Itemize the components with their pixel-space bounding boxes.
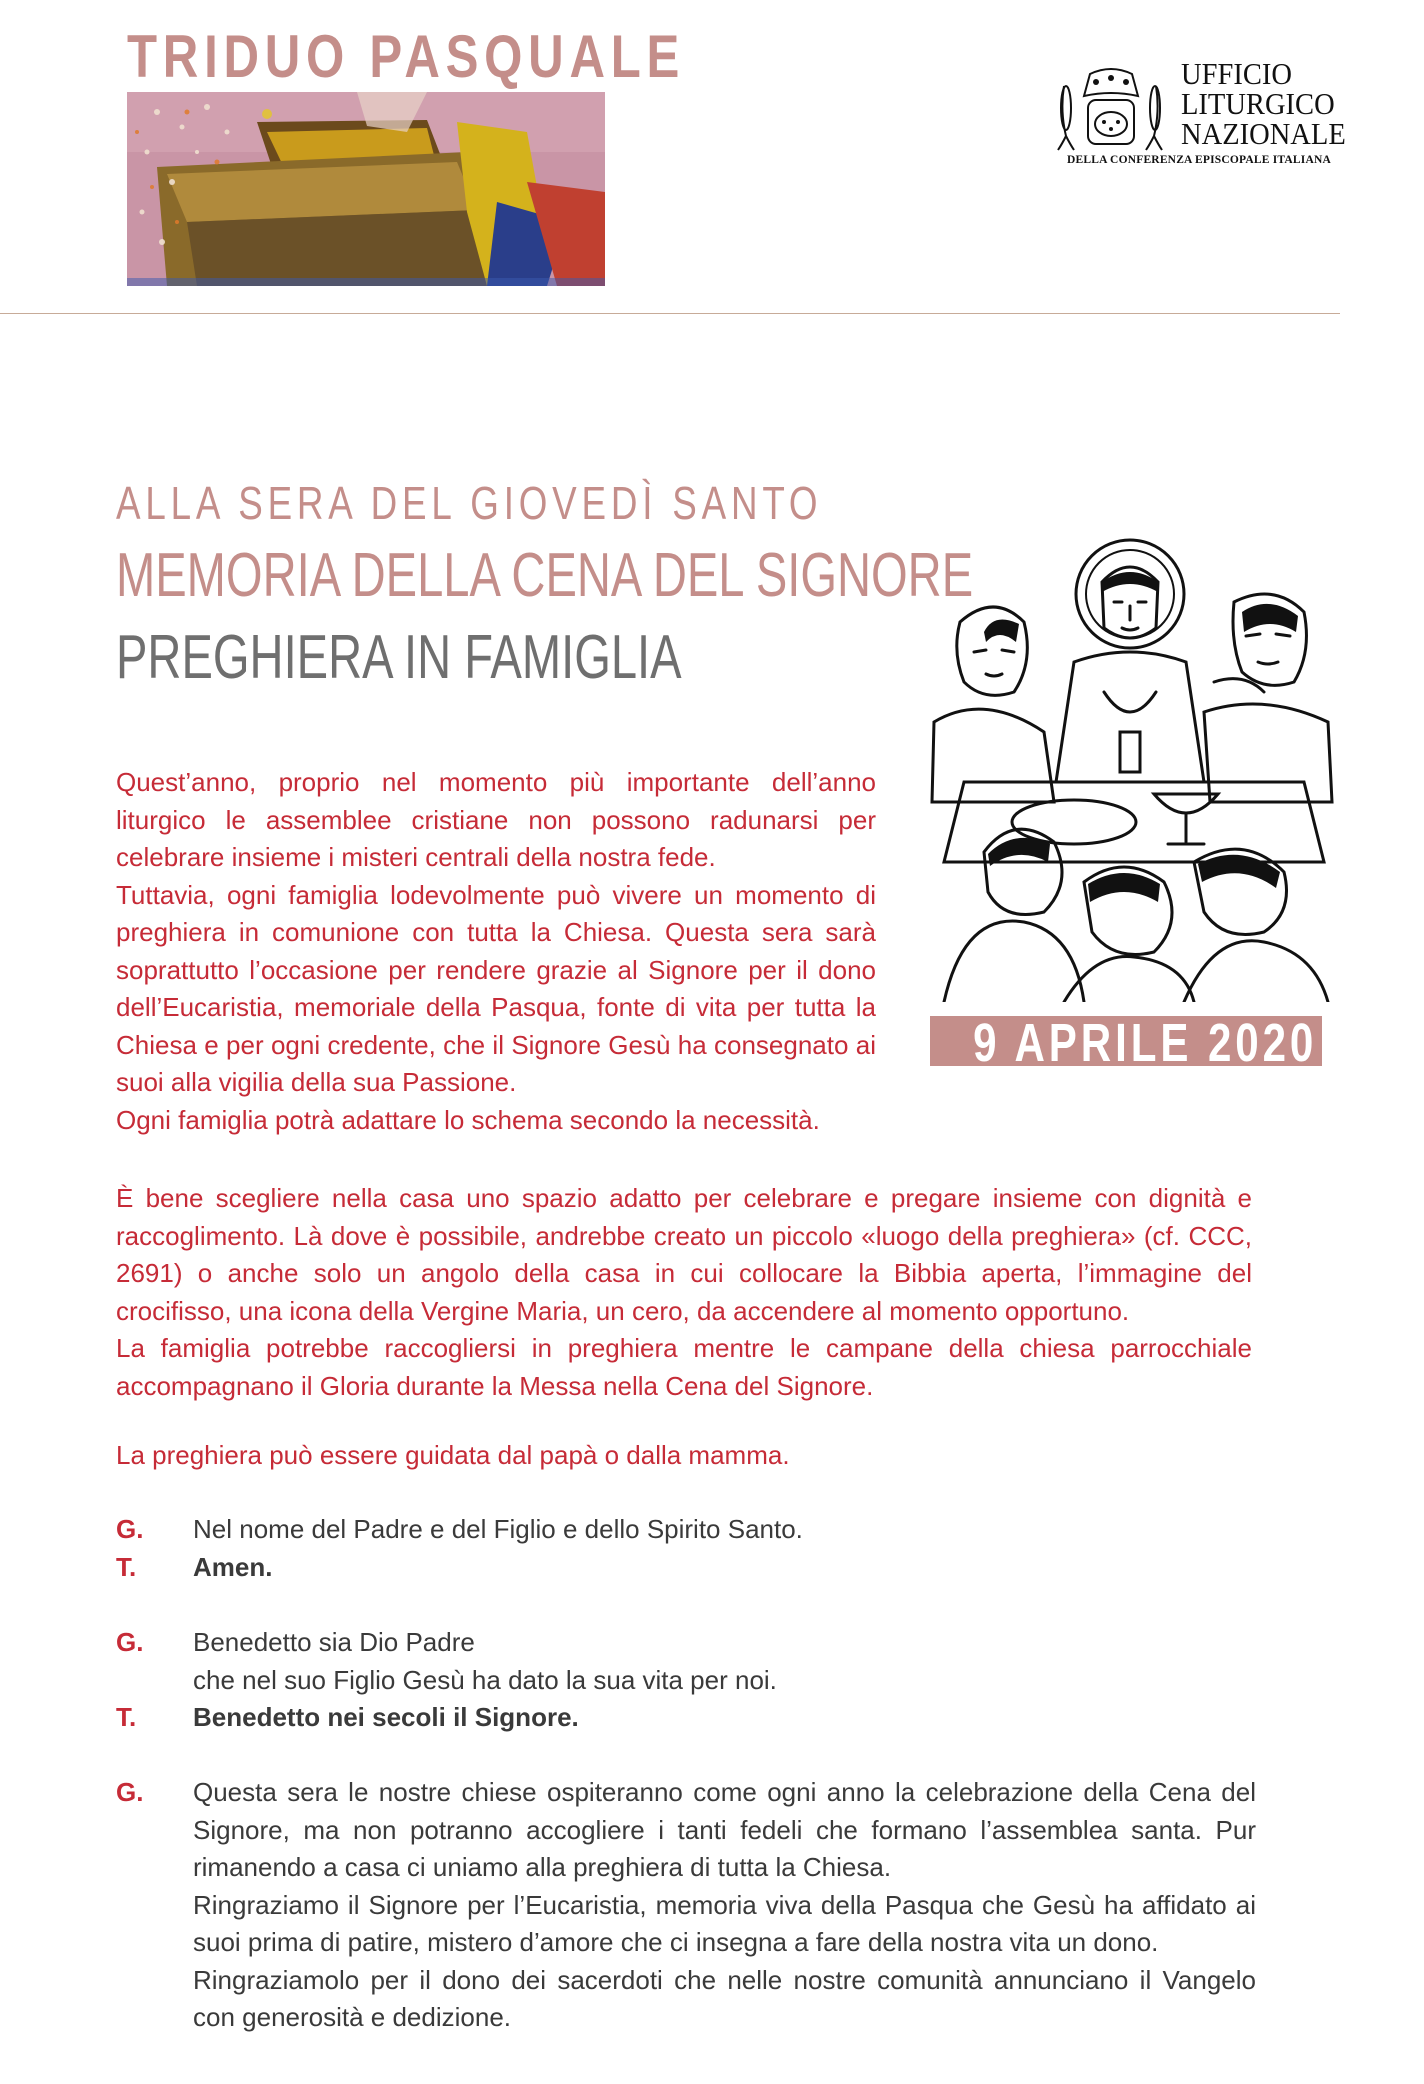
prayer-space-paragraph-1: È bene scegliere nella casa uno spazio adatto per celebrare e pregare insieme con dignità e raccoglimento. Là dove è possibile, andrebbe creato un piccolo «luogo della preghiera» (cf. CCC, 2691) o anche solo un angolo della casa in cui collocare la Bibbia aperta, l’immagine del crocifisso, una icona della Vergine Maria, un cero, da accendere al momento opportuno. [116, 1183, 1252, 1326]
ufficio-liturgico-logo [1052, 58, 1348, 174]
dialogue-block-1 [116, 1511, 1256, 1586]
header-divider [0, 313, 1340, 314]
speaker-label: T. [116, 1702, 137, 1732]
logo-line-3: NAZIONALE [1181, 116, 1346, 151]
dialogue-block-3 [116, 1774, 1256, 2037]
leader-line [193, 1624, 1256, 1699]
logo-line-2: LITURGICO [1181, 86, 1335, 121]
leader-line-2: che nel suo Figlio Gesù ha dato la sua vita per noi. [193, 1664, 777, 1695]
speaker-label: T. [116, 1551, 137, 1582]
dialogue-row [116, 1511, 1256, 1549]
leader-note: La preghiera può essere guidata dal papà o dalla mamma. [116, 1440, 790, 1470]
leader-line: Nel nome del Padre e del Figlio e dello Spirito Santo. [193, 1514, 803, 1544]
dialogue-block-2 [116, 1624, 1256, 1737]
leader-paragraph-1: Questa sera le nostre chiese ospiteranno come ogni anno la celebrazione della Cena del Signore, ma non potranno accogliere i tanti fedeli che formano l’assemblea santa. Pur rimanendo a casa ci uniamo alla preghiera di tutta la Chiesa. [193, 1777, 1256, 1882]
fish-emblem-icon [1052, 66, 1170, 156]
leader-line-1: Benedetto sia Dio Padre [193, 1627, 475, 1657]
logo-line-1: UFFICIO [1181, 56, 1292, 91]
date-label: 9 APRILE 2020 [973, 1013, 1318, 1073]
last-supper-illustration [924, 532, 1336, 1002]
prayer-space-paragraph-2: La famiglia potrebbe raccogliersi in preghiera mentre le campane della chiesa parrocchiale accompagnano il Gloria durante la Messa nella Cena del Signore. [116, 1333, 1252, 1401]
prayer-space-text [116, 1180, 1252, 1405]
response-line: Amen. [193, 1551, 273, 1582]
leader-paragraph-2: Ringraziamo il Signore per l’Eucaristia, memoria viva della Pasqua che Gesù ha affidato ai suoi prima di patire, mistero d’amore che ci insegna a fare della nostra vita un dono. [193, 1889, 1256, 1957]
series-title: TRIDUO PASQUALE [127, 23, 686, 90]
dialogue-row [116, 1549, 1256, 1587]
section-kicker: ALLA SERA DEL GIOVEDÌ SANTO [116, 477, 823, 529]
page-subtitle: PREGHIERA IN FAMIGLIA [116, 623, 682, 692]
speaker-label: G. [116, 1777, 144, 1807]
speaker-label: G. [116, 1514, 144, 1544]
response-line: Benedetto nei secoli il Signore. [193, 1702, 579, 1732]
dialogue-row [116, 1699, 1256, 1737]
intro-text [116, 764, 876, 1139]
leader-text [193, 1774, 1256, 2037]
intro-paragraph-1: Quest’anno, proprio nel momento più importante dell’anno liturgico le assemblee cristiane non possono radunarsi per celebrare insieme i misteri centrali della nostra fede. [116, 767, 876, 872]
intro-paragraph-2: Tuttavia, ogni famiglia lodevolmente può vivere un momento di preghiera in comunione con tutta la Chiesa. Questa sera sarà soprattutto l’occasione per rendere grazie al Signore per il dono dell’Eucaristia, memoriale della Pasqua, fonte di vita per tutta la Chiesa e per ogni credente, che il Signore Gesù ha consegnato ai suoi alla vigilia della sua Passione. [116, 879, 876, 1097]
dialogue-row [116, 1624, 1256, 1699]
page-title: MEMORIA DELLA CENA DEL SIGNORE [116, 541, 974, 610]
intro-paragraph-3: Ogni famiglia potrà adattare lo schema secondo la necessità. [116, 1104, 820, 1135]
header-painting [127, 92, 605, 286]
leader-paragraph-3: Ringraziamolo per il dono dei sacerdoti che nelle nostre comunità annunciano il Vangelo con generosità e dedizione. [193, 1964, 1256, 2032]
dialogue-row [116, 1774, 1256, 2037]
speaker-label: G. [116, 1627, 144, 1657]
logo-subtitle: DELLA CONFERENZA EPISCOPALE ITALIANA [1067, 154, 1331, 166]
